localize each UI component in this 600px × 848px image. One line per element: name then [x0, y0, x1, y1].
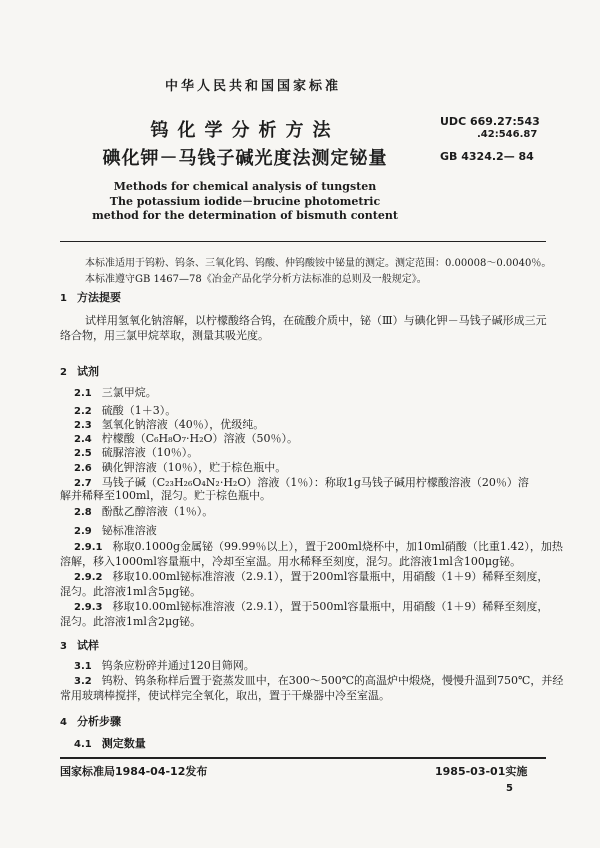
list-item: [74, 461, 286, 476]
item-number: 2.9.1: [74, 542, 103, 553]
list-item: [74, 432, 298, 447]
udc-code-cont: .42:546.87: [477, 129, 538, 140]
section-1-heading: 1 方法提要: [60, 291, 121, 304]
list-item: [74, 674, 563, 689]
item-number: 2.9.2: [74, 572, 103, 583]
footer-rule: [60, 757, 546, 759]
item-number: 2.9: [74, 526, 92, 537]
section-4-1-heading: 4.1 测定数量: [74, 737, 146, 750]
item-number: 3.1: [74, 661, 92, 672]
list-item: [74, 540, 563, 555]
list-item: [74, 600, 548, 615]
item-text: 移取10.00ml铋标准溶液（2.9.1），置于500ml容量瓶中，用硝酸（1＋9）稀释至刻度，: [112, 600, 549, 613]
item-number: 2.2: [74, 406, 92, 417]
list-item: [74, 570, 548, 585]
list-item-cont: 解并稀释至100ml，混匀。贮于棕色瓶中。: [60, 489, 271, 502]
page-number: 5: [506, 783, 513, 794]
list-item: [74, 446, 198, 461]
udc-code: UDC 669.27:543: [440, 115, 540, 128]
item-number: 2.8: [74, 507, 92, 518]
country-standard: 中华人民共和国国家标准: [165, 79, 342, 94]
item-number: 2.6: [74, 463, 92, 474]
list-item-cont: 常用玻璃棒搅拌，使试样完全氧化，取出，置于干燥器中冷至室温。: [60, 689, 390, 702]
item-text: 柠檬酸（C₆H₈O₇·H₂O）溶液（50％）。: [101, 432, 298, 445]
item-text: 移取10.00ml铋标准溶液（2.9.1），置于200ml容量瓶中，用硝酸（1＋9）稀释至刻度，: [112, 570, 549, 583]
item-number: 2.7: [74, 478, 92, 489]
item-number: 3.2: [74, 676, 92, 687]
effective-date: 1985-03-01实施: [435, 765, 528, 778]
item-number: 2.4: [74, 434, 92, 445]
item-text: 钨条应粉碎并通过120目筛网。: [101, 659, 255, 672]
list-item: [74, 386, 157, 401]
header-rule: [60, 241, 546, 242]
list-item: [74, 418, 264, 433]
item-text: 碘化钾溶液（10％），贮于棕色瓶中。: [101, 461, 287, 474]
title-en-3: method for the determination of bismuth content: [92, 209, 398, 222]
list-item-cont: 混匀。此溶液1ml含5μg铋。: [60, 585, 202, 598]
item-text: 马钱子碱（C₂₃H₂₆O₄N₂·H₂O）溶液（1％）：称取1g马钱子碱用柠檬酸溶液（20％）溶: [101, 476, 529, 489]
intro-2: 本标准遵守GB 1467—78《冶金产品化学分析方法标准的总则及一般规定》。: [85, 274, 427, 285]
item-number: 2.9.3: [74, 602, 103, 613]
section-3-heading: 3 试样: [60, 639, 99, 652]
list-item-cont: 溶解，移入1000ml容量瓶中，冷却至室温。用水稀释至刻度，混匀。此溶液1ml含100μg铋。: [60, 555, 522, 568]
list-item: [74, 524, 157, 539]
gb-number: GB 4324.2— 84: [440, 150, 534, 163]
intro-1: 本标准适用于钨粉、钨条、三氧化钨、钨酸、仲钨酸铵中铋量的测定。测定范围：0.00008～0.0040％。: [85, 258, 552, 269]
item-text: 酚酞乙醇溶液（1％）。: [101, 505, 214, 518]
section-4-heading: 4 分析步骤: [60, 715, 121, 728]
item-number: 2.3: [74, 420, 92, 431]
item-number: 2.1: [74, 388, 92, 399]
title-cn-2: 碘化钾－马钱子碱光度法测定铋量: [102, 148, 388, 169]
issue-date: 国家标准局1984-04-12发布: [60, 765, 208, 778]
list-item: [74, 505, 213, 520]
item-text: 铋标准溶液: [101, 524, 157, 537]
item-text: 硫脲溶液（10％）。: [101, 446, 199, 459]
item-text: 称取0.1000g金属铋（99.99％以上），置于200ml烧杯中，加10ml硝酸（比重1.42），加热: [112, 540, 563, 553]
list-item: [74, 659, 255, 674]
title-en-1: Methods for chemical analysis of tungsten: [113, 180, 377, 193]
list-item-cont: 混匀。此溶液1ml含2μg铋。: [60, 615, 202, 628]
s1-text-cont: 络合物，用三氯甲烷萃取，测量其吸光度。: [60, 329, 269, 342]
title-cn-1: 钨化学分析方法: [150, 120, 340, 141]
item-text: 氢氧化钠溶液（40％），优级纯。: [101, 418, 265, 431]
title-en-2: The potassium iodide－brucine photometric: [109, 195, 381, 208]
s1-text: 试样用氢氧化钠溶解，以柠檬酸络合钨，在硫酸介质中，铋（Ⅲ）与碘化钾－马钱子碱形成三元: [85, 314, 547, 327]
section-2-heading: 2 试剂: [60, 365, 99, 378]
item-text: 硫酸（1＋3）。: [101, 404, 177, 417]
list-item: [74, 404, 176, 419]
item-number: 2.5: [74, 448, 92, 459]
item-text: 三氯甲烷。: [101, 386, 157, 399]
item-text: 钨粉、钨条称样后置于瓷蒸发皿中，在300～500℃的高温炉中煅烧，慢慢升温到750℃，并经: [101, 674, 564, 687]
